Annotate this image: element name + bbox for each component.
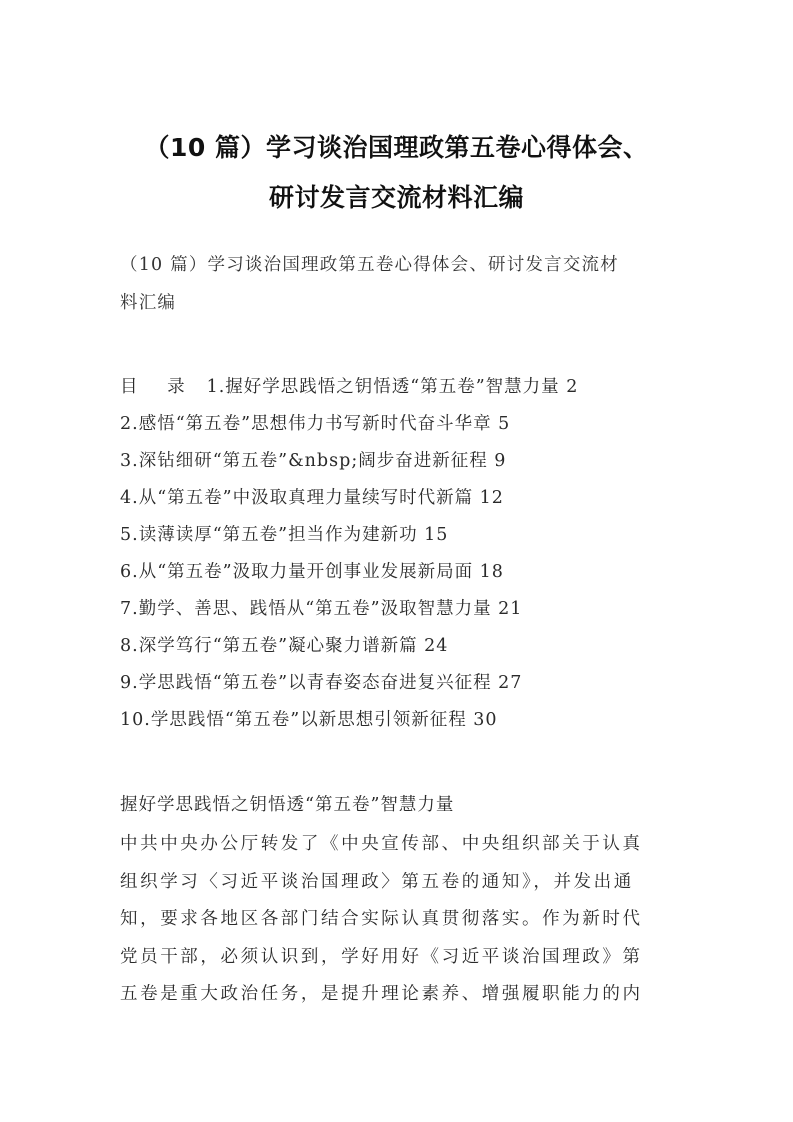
toc-item: 4.从“第五卷”中汲取真理力量续写时代新篇 12 [120,488,504,508]
body-line: 知，要求各地区各部门结合实际认真贯彻落实。作为新时代 [120,909,643,929]
toc-item: 10.学思践悟“第五卷”以新思想引领新征程 30 [120,710,498,730]
body-line: 党员干部，必须认识到，学好用好《习近平谈治国理政》第 [120,946,643,967]
subtitle-line-2: 料汇编 [120,293,177,313]
document-title-line-2: 研讨发言交流材料汇编 [268,183,524,212]
toc-item-text: 1.握好学思践悟之钥悟透“第五卷”智慧力量 2 [206,377,579,397]
toc-item: 7.勤学、善思、践悟从“第五卷”汲取智慧力量 21 [120,599,523,619]
body-line: 组织学习〈习近平谈治国理政〉第五卷的通知》，并发出通 [120,871,634,892]
document-title-line-1: （10 篇）学习谈治国理政第五卷心得体会、 [144,133,649,162]
toc-item: 5.读薄读厚“第五卷”担当作为建新功 15 [120,525,449,545]
section-heading: 握好学思践悟之钥悟透“第五卷”智慧力量 [120,795,455,815]
table-of-contents [120,369,680,739]
body-line: 中共中央办公厅转发了《中央宣传部、中央组织部关于认真 [120,834,643,854]
document-subtitle [120,246,680,322]
toc-item [120,369,680,406]
toc-item: 2.感悟“第五卷”思想伟力书写新时代奋斗华章 5 [120,414,511,434]
body-line: 五卷是重大政治任务，是提升理论素养、增强履职能力的内 [120,984,643,1004]
toc-item: 9.学思践悟“第五卷”以青春姿态奋进复兴征程 27 [120,673,523,693]
toc-label: 目 录 [120,377,197,397]
body-paragraph [120,826,676,1014]
toc-item: 8.深学笃行“第五卷”凝心聚力谱新篇 24 [120,636,449,656]
toc-item: 6.从“第五卷”汲取力量开创事业发展新局面 18 [120,562,504,582]
toc-item: 3.深钻细研“第五卷”&nbsp;阔步奋进新征程 9 [120,451,507,471]
subtitle-line-1: （10 篇）学习谈治国理政第五卷心得体会、研讨发言交流材 [120,255,619,275]
